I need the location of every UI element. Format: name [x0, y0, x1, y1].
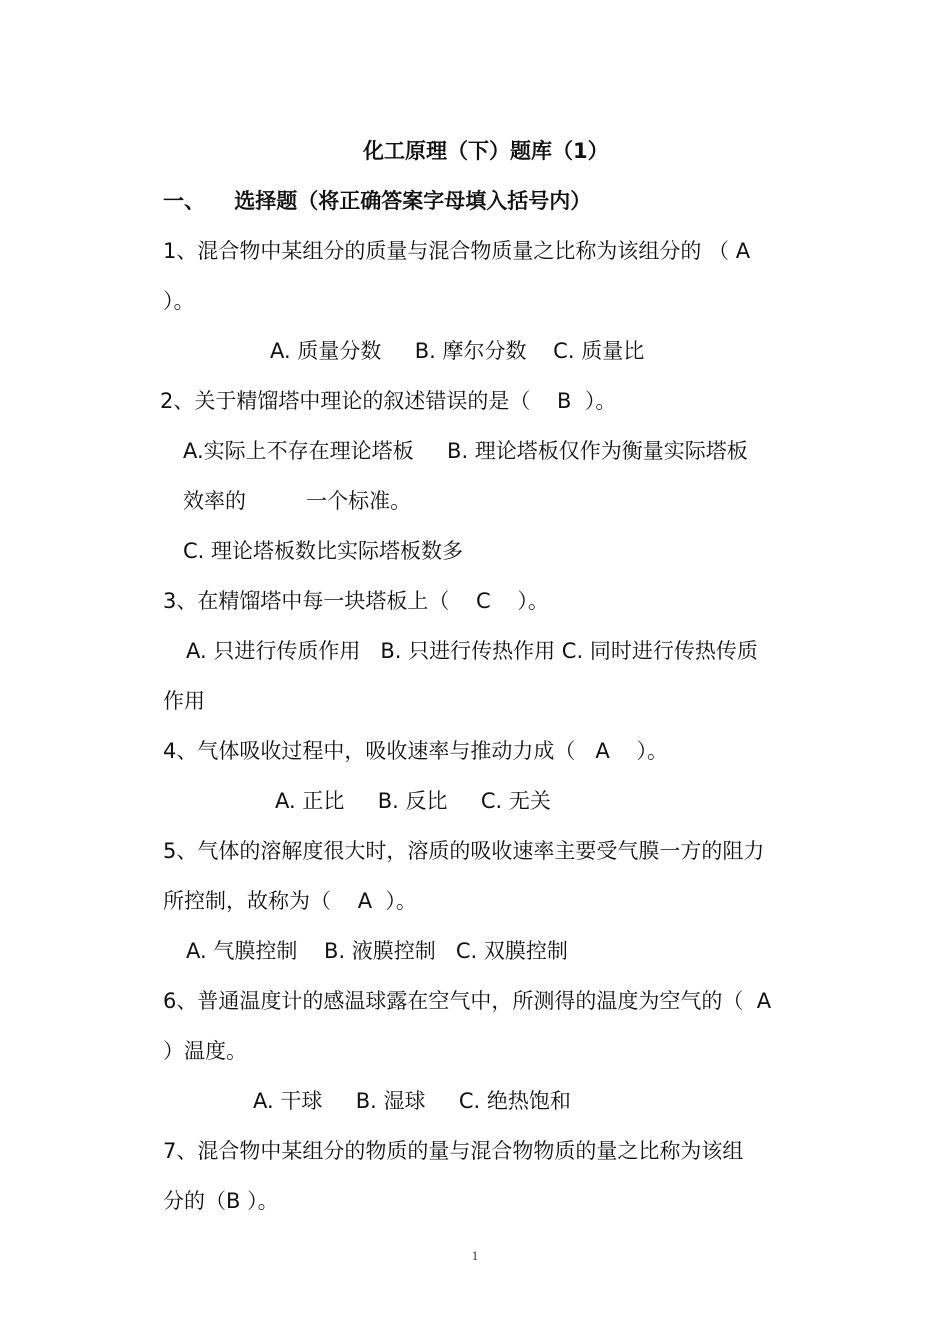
- question-2-options-line-1: A.实际上不存在理论塔板 B. 理论塔板仅作为衡量实际塔板: [183, 439, 748, 463]
- page-number: 1: [471, 1248, 479, 1263]
- question-3-options-line-1: A. 只进行传质作用 B. 只进行传热作用 C. 同时进行传热传质: [186, 639, 758, 663]
- question-3-options-line-2: 作用: [163, 689, 205, 713]
- question-2-options-line-3: C. 理论塔板数比实际塔板数多: [183, 539, 464, 563]
- question-7-line-1: 7、混合物中某组分的物质的量与混合物物质的量之比称为该组: [163, 1139, 744, 1163]
- question-5-line-1: 5、气体的溶解度很大时，溶质的吸收速率主要受气膜一方的阻力: [163, 839, 765, 863]
- question-4-line-1: 4、气体吸收过程中，吸收速率与推动力成（ A ）。: [163, 739, 668, 763]
- question-6-line-2: ）温度。: [163, 1039, 247, 1063]
- question-2-options-line-2: 效率的 一个标准。: [183, 489, 412, 513]
- question-1-line-2: ）。: [163, 289, 195, 313]
- question-1-options: A. 质量分数 B. 摩尔分数 C. 质量比: [270, 339, 645, 363]
- question-7-line-2: 分的（B ）。: [163, 1189, 279, 1213]
- question-5-line-2: 所控制，故称为（ A ）。: [163, 889, 417, 913]
- question-4-options: A. 正比 B. 反比 C. 无关: [275, 789, 551, 813]
- question-6-options: A. 干球 B. 湿球 C. 绝热饱和: [253, 1089, 571, 1113]
- section-heading: 一、 选择题（将正确答案字母填入括号内）: [163, 189, 592, 213]
- question-2-line-1: 2、关于精馏塔中理论的叙述错误的是（ B ）。: [160, 389, 617, 413]
- question-6-line-1: 6、普通温度计的感温球露在空气中，所测得的温度为空气的（ A: [163, 989, 772, 1013]
- question-3-line-1: 3、在精馏塔中每一块塔板上（ C ）。: [163, 589, 549, 613]
- question-1-line-1: 1、混合物中某组分的质量与混合物质量之比称为该组分的 （ A: [163, 239, 751, 263]
- question-5-options: A. 气膜控制 B. 液膜控制 C. 双膜控制: [186, 939, 568, 963]
- page-title: 化工原理（下）题库（1）: [363, 139, 609, 163]
